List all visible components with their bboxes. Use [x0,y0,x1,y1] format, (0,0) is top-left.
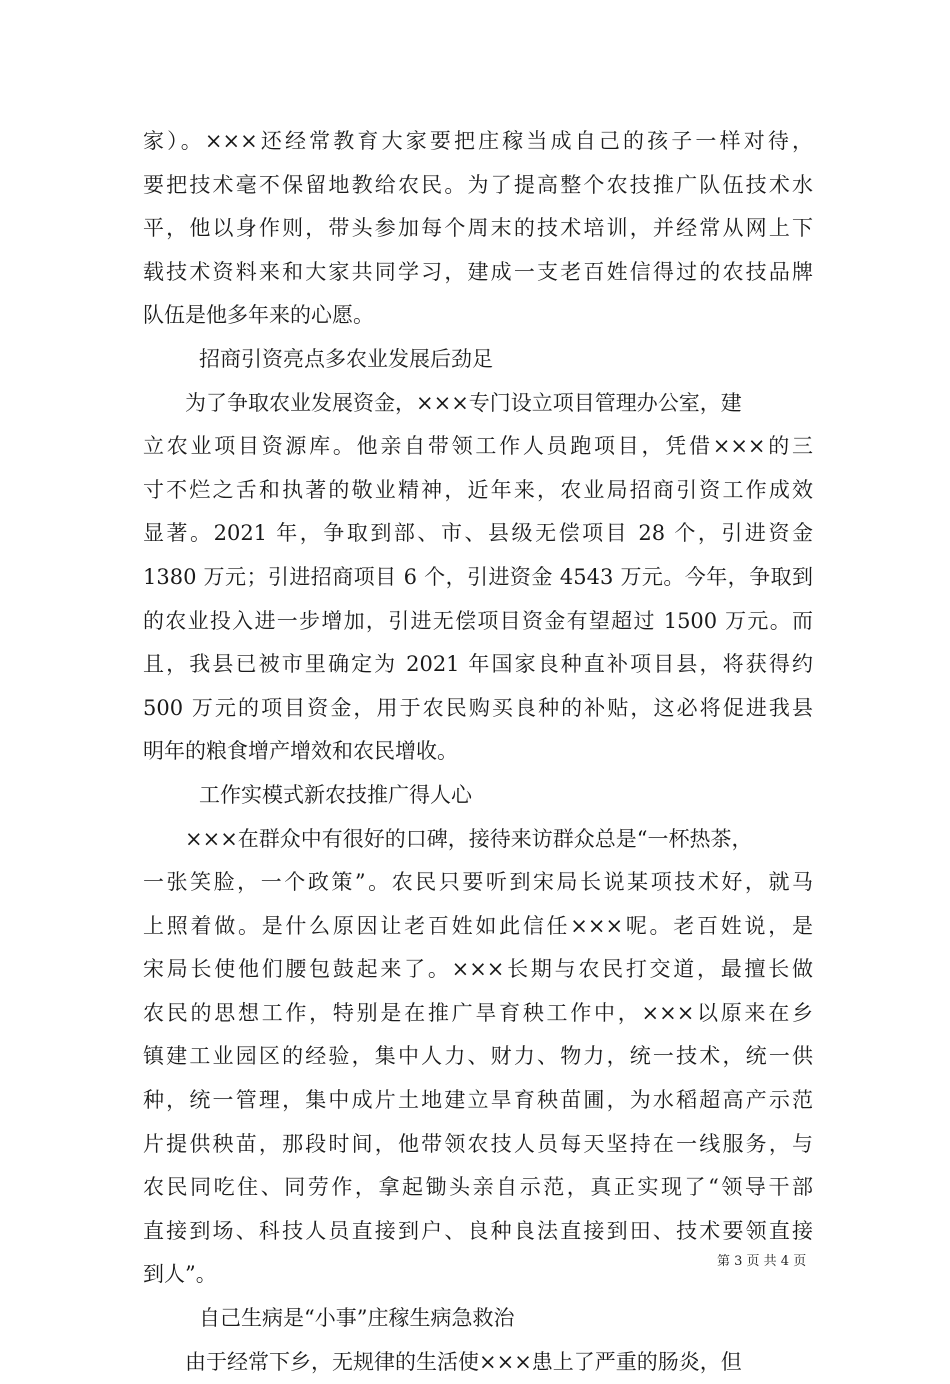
text-line: 农民同吃住、同劳作，拿起锄头亲自示范，真正实现了“领导干部 [143,1175,813,1200]
text-line: 上照着做。是什么原因让老百姓如此信任×××呢。老百姓说，是 [143,913,813,938]
text-line: 片提供秧苗，那段时间，他带领农技人员每天坚持在一线服务，与 [143,1131,813,1156]
text-line: 到人”。 [143,1262,217,1287]
page-number: 第 3 页 共 4 页 [717,1254,807,1269]
text-line: 家）。×××还经常教育大家要把庄稼当成自己的孩子一样对待， [143,129,813,153]
document-body [143,120,813,1384]
text-line: 载技术资料来和大家共同学习，建成一支老百姓信得过的农技品牌 [143,259,813,284]
text-line: 要把技术毫不保留地教给农民。为了提高整个农技推广队伍技术水 [143,172,813,197]
section-heading: 工作实模式新农技推广得人心 [199,782,472,807]
text-line: 宋局长使他们腰包鼓起来了。×××长期与农民打交道，最擅长做 [143,957,813,982]
text-line: 由于经常下乡，无规律的生活使×××患上了严重的肠炎，但 [185,1349,742,1374]
text-line: 为了争取农业发展资金，×××专门设立项目管理办公室，建 [185,390,742,415]
text-line: 1380 万元；引进招商项目 6 个，引进资金 4543 万元。今年，争取到 [143,564,813,589]
text-line: 500 万元的项目资金，用于农民购买良种的补贴，这必将促进我县 [143,695,813,720]
text-line: 立农业项目资源库。他亲自带领工作人员跑项目，凭借×××的三 [143,434,813,459]
text-line: 直接到场、科技人员直接到户、良种良法直接到田、技术要领直接 [143,1218,813,1243]
text-line: 队伍是他多年来的心愿。 [143,303,374,328]
text-line: 一张笑脸，一个政策”。农民只要听到宋局长说某项技术好，就马 [143,870,813,895]
text-line: 寸不烂之舌和执著的敬业精神，近年来，农业局招商引资工作成效 [143,477,813,502]
text-line: 的农业投入进一步增加，引进无偿项目资金有望超过 1500 万元。而 [143,608,813,633]
text-line: 且，我县已被市里确定为 2021 年国家良种直补项目县，将获得约 [143,652,813,677]
text-line: 平，他以身作则，带头参加每个周末的技术培训，并经常从网上下 [143,216,813,241]
text-line: 明年的粮食增产增效和农民增收。 [143,739,458,764]
text-line: 农民的思想工作，特别是在推广旱育秧工作中，×××以原来在乡 [143,1000,813,1025]
text-line: ×××在群众中有很好的口碑，接待来访群众总是“一杯热茶， [185,826,753,851]
section-heading: 自己生病是“小事”庄稼生病急救治 [199,1306,515,1331]
section-heading: 招商引资亮点多农业发展后劲足 [199,346,493,371]
text-line: 种，统一管理，集中成片土地建立旱育秧苗圃，为水稻超高产示范 [143,1088,813,1113]
text-line: 镇建工业园区的经验，集中人力、财力、物力，统一技术，统一供 [143,1044,813,1069]
text-line: 显著。2021 年，争取到部、市、县级无偿项目 28 个，引进资金 [143,521,813,546]
